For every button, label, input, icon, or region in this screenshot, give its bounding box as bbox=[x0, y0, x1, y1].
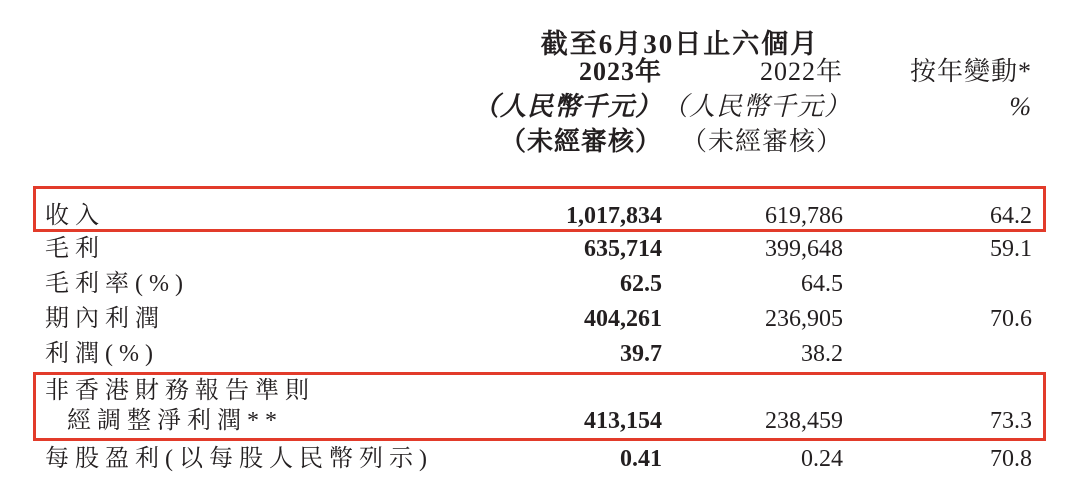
value-2023: 0.41 bbox=[620, 446, 662, 472]
column-audit-row bbox=[45, 127, 1032, 157]
value-yoy: 73.3 bbox=[990, 408, 1032, 434]
row-non-hkfrs-heading bbox=[45, 376, 1032, 406]
row-gross-profit bbox=[45, 234, 1032, 264]
col-header-2023: 2023年 bbox=[578, 57, 662, 86]
col-header-2022: 2022年 bbox=[759, 57, 843, 86]
row-label: 非香港財務報告準則 bbox=[45, 378, 315, 404]
value-2023: 39.7 bbox=[620, 341, 662, 367]
row-label: 毛利率(%) bbox=[45, 271, 189, 297]
row-label: 經調整淨利潤** bbox=[67, 408, 283, 434]
unit-yoy-percent: % bbox=[1009, 92, 1032, 121]
unit-2023: （人民幣千元） bbox=[472, 92, 662, 121]
col-header-yoy: 按年變動* bbox=[909, 57, 1032, 86]
value-2022: 0.24 bbox=[801, 446, 843, 472]
row-adjusted-net-profit bbox=[45, 406, 1032, 436]
row-label: 每股盈利(以每股人民幣列示) bbox=[45, 446, 433, 472]
row-gross-margin bbox=[45, 269, 1032, 299]
value-yoy: 70.6 bbox=[990, 306, 1032, 332]
value-2022: 619,786 bbox=[765, 203, 843, 229]
value-2023: 404,261 bbox=[584, 306, 662, 332]
value-yoy: 59.1 bbox=[990, 236, 1032, 262]
value-yoy: 64.2 bbox=[990, 203, 1032, 229]
row-label: 期內利潤 bbox=[45, 306, 165, 332]
column-unit-row bbox=[45, 92, 1032, 122]
row-profit-margin bbox=[45, 339, 1032, 369]
value-2022: 64.5 bbox=[801, 271, 843, 297]
value-2023: 62.5 bbox=[620, 271, 662, 297]
unit-2022: （人民幣千元） bbox=[662, 92, 852, 121]
row-profit-for-period bbox=[45, 304, 1032, 334]
value-2022: 399,648 bbox=[765, 236, 843, 262]
value-2022: 236,905 bbox=[765, 306, 843, 332]
period-header: 截至6月30日止六個月 bbox=[540, 29, 820, 59]
value-2023: 413,154 bbox=[584, 408, 662, 434]
value-2022: 38.2 bbox=[801, 341, 843, 367]
row-label: 毛利 bbox=[45, 236, 105, 262]
audit-2023: （未經審核） bbox=[499, 127, 662, 156]
value-2023: 635,714 bbox=[584, 236, 662, 262]
row-label: 收入 bbox=[45, 203, 105, 229]
row-label: 利潤(%) bbox=[45, 341, 159, 367]
value-2022: 238,459 bbox=[765, 408, 843, 434]
audit-2022: （未經審核） bbox=[680, 127, 843, 156]
value-2023: 1,017,834 bbox=[566, 203, 662, 229]
column-year-row bbox=[45, 57, 1032, 87]
row-earnings-per-share bbox=[45, 444, 1032, 474]
value-yoy: 70.8 bbox=[990, 446, 1032, 472]
row-revenue bbox=[45, 201, 1032, 231]
